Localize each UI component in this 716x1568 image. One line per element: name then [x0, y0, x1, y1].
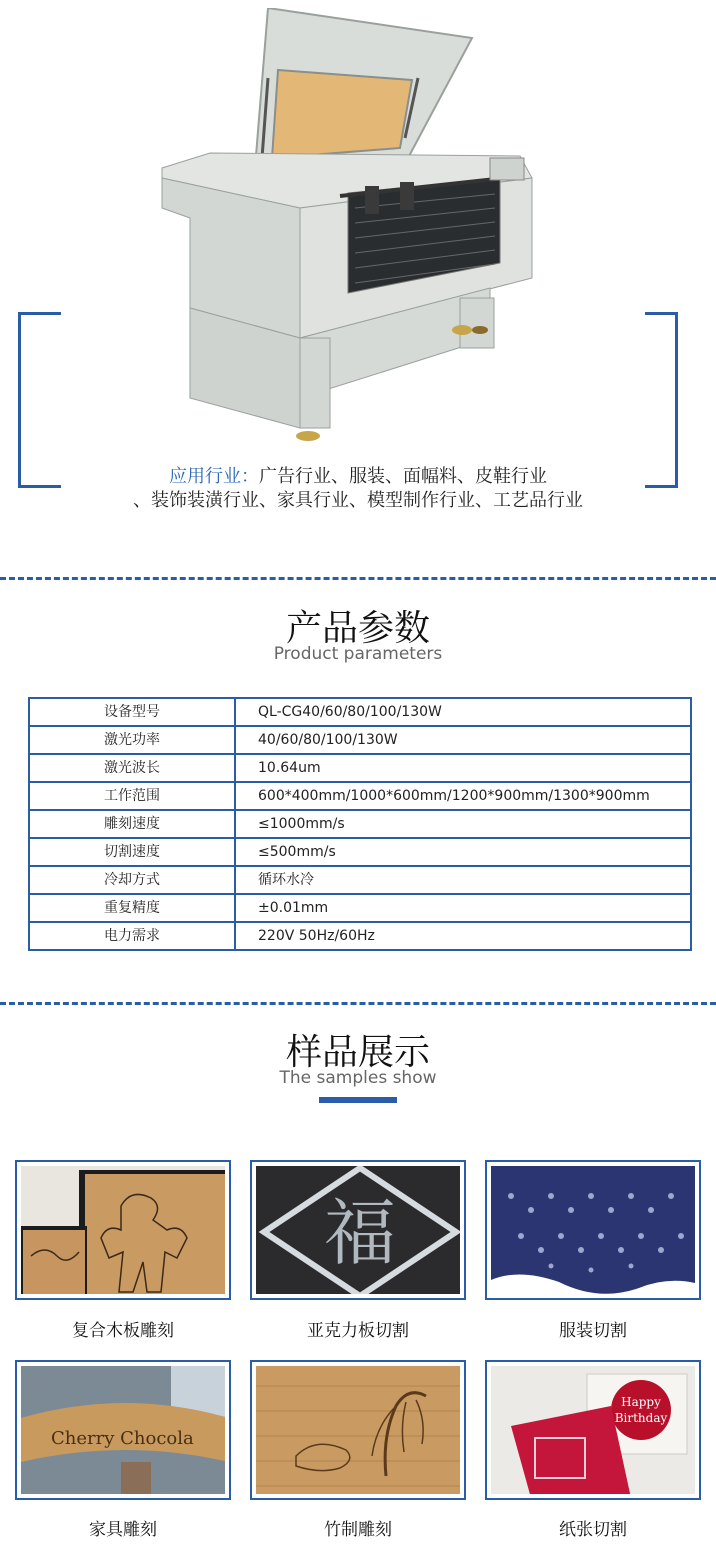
furniture-image	[21, 1366, 225, 1494]
section-divider-2	[0, 1002, 716, 1005]
sample-composite-wood	[15, 1160, 231, 1300]
spec-key: 激光功率	[30, 727, 236, 753]
sample-caption: 竹制雕刻	[324, 1520, 392, 1540]
table-row	[30, 699, 690, 725]
svg-text:福: 福	[323, 1191, 397, 1275]
table-row	[30, 893, 690, 921]
bamboo-image	[256, 1366, 460, 1494]
spec-key: 电力需求	[30, 923, 236, 949]
sample-caption: 纸张切割	[559, 1520, 627, 1540]
application-text-1: 广告行业、服装、面幅料、皮鞋行业	[259, 466, 547, 487]
card-text-happy: Happy	[621, 1395, 661, 1409]
table-row	[30, 837, 690, 865]
spec-key: 冷却方式	[30, 867, 236, 893]
sample-garment	[485, 1160, 701, 1300]
table-row	[30, 865, 690, 893]
table-row	[30, 781, 690, 809]
acrylic-image	[256, 1166, 460, 1294]
sample-caption: 家具雕刻	[89, 1520, 157, 1540]
sample-acrylic	[250, 1160, 466, 1300]
spec-value: ≤1000mm/s	[258, 816, 345, 832]
engraved-text-cherry: Cherry Chocola	[51, 1428, 194, 1449]
samples-subtitle: The samples show	[279, 1068, 437, 1088]
garment-image	[491, 1166, 695, 1294]
spec-key: 雕刻速度	[30, 811, 236, 837]
params-title: 产品参数	[285, 608, 430, 649]
spec-value: 40/60/80/100/130W	[258, 732, 398, 748]
spec-value: 循环水冷	[258, 872, 314, 888]
spec-key: 工作范围	[30, 783, 236, 809]
sample-paper	[485, 1360, 701, 1500]
spec-table	[28, 697, 692, 951]
spec-value: ±0.01mm	[258, 900, 329, 916]
spec-key: 重复精度	[30, 895, 236, 921]
params-subtitle: Product parameters	[273, 644, 443, 664]
table-row	[30, 809, 690, 837]
sample-caption: 亚克力板切割	[307, 1321, 409, 1341]
samples-title-underline	[319, 1097, 397, 1103]
application-label: 应用行业：	[169, 466, 259, 487]
sample-caption: 服装切割	[559, 1321, 627, 1341]
spec-value: 600*400mm/1000*600mm/1200*900mm/1300*900mm	[258, 788, 650, 804]
laser-machine-image	[150, 8, 540, 448]
table-row	[30, 753, 690, 781]
application-industries-line1	[0, 462, 716, 488]
sample-furniture	[15, 1360, 231, 1500]
table-row	[30, 921, 690, 949]
paper-image	[491, 1366, 695, 1494]
sample-bamboo	[250, 1360, 466, 1500]
sample-caption: 复合木板雕刻	[72, 1321, 174, 1341]
spec-value: ≤500mm/s	[258, 844, 336, 860]
spec-value: 10.64um	[258, 760, 321, 776]
table-row	[30, 725, 690, 753]
hero-section	[0, 0, 716, 540]
spec-value: QL-CG40/60/80/100/130W	[258, 704, 442, 720]
application-industries-line2: 、装饰装潢行业、家具行业、模型制作行业、工艺品行业	[133, 490, 583, 511]
spec-value: 220V 50Hz/60Hz	[258, 928, 375, 944]
samples-title: 样品展示	[285, 1032, 430, 1073]
composite-wood-image	[21, 1166, 225, 1294]
spec-key: 激光波长	[30, 755, 236, 781]
spec-key: 切割速度	[30, 839, 236, 865]
card-text-birthday: Birthday	[614, 1411, 668, 1425]
spec-key: 设备型号	[30, 699, 236, 725]
section-divider-1	[0, 577, 716, 580]
